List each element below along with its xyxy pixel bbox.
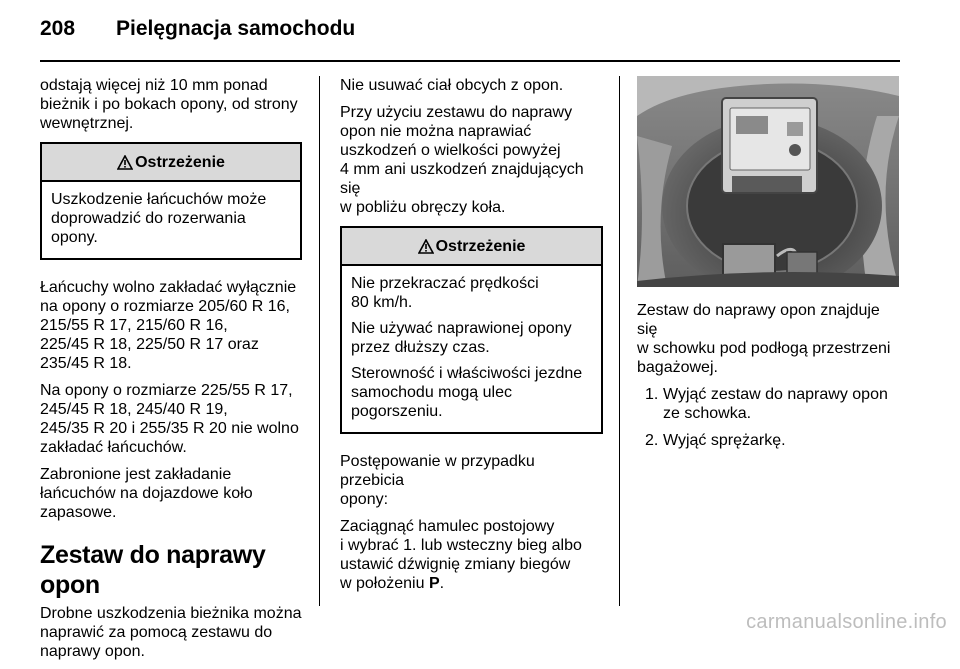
step-text: Wyjąć sprężarkę. bbox=[663, 432, 786, 449]
column-3 bbox=[637, 76, 903, 450]
step-number: 1. bbox=[645, 386, 659, 403]
step-item bbox=[637, 431, 903, 450]
step-number: 2. bbox=[645, 432, 659, 449]
steps-list bbox=[637, 385, 903, 450]
warning-header bbox=[342, 228, 601, 266]
watermark: carmanualsonline.info bbox=[746, 611, 947, 633]
warning-title: Ostrzeżenie bbox=[135, 153, 225, 171]
step-text: Wyjąć zestaw do naprawy opon ze schowka. bbox=[663, 386, 888, 422]
figure-caption: Zestaw do naprawy opon znajduje się w schowku pod podłogą przestrzeni bagażowej. bbox=[637, 302, 891, 376]
paragraph-parking-brake bbox=[340, 517, 603, 593]
warning-icon bbox=[117, 155, 133, 170]
warning-text: Nie przekraczać prędkości 80 km/h. bbox=[351, 275, 539, 311]
paragraph-spare-wheel: Zabronione jest zakładanie łańcuchów na dojazdowe koło zapasowe. bbox=[40, 466, 253, 521]
position-suffix: . bbox=[439, 575, 445, 592]
paragraph-parking-brake-lines: Zaciągnąć hamulec postojowy i wybrać 1. lub wsteczny bieg albo ustawić dźwignię zmiany biegów bbox=[340, 518, 582, 573]
intro-paragraph: odstają więcej niż 10 mm ponad bieżnik i po bokach opony, od strony wewnętrznej. bbox=[40, 77, 298, 132]
paragraph-puncture-procedure: Postępowanie w przypadku przebicia opony: bbox=[340, 453, 535, 508]
column-1 bbox=[40, 76, 302, 669]
warning-icon bbox=[418, 239, 434, 254]
column-divider-1 bbox=[319, 76, 320, 606]
position-prefix: w położeniu bbox=[340, 575, 429, 592]
trunk-compartment-illustration bbox=[637, 76, 899, 287]
step-item bbox=[637, 385, 903, 423]
column-2 bbox=[340, 76, 603, 601]
warning-header bbox=[42, 144, 300, 182]
warning-body bbox=[342, 266, 601, 432]
warning-box-chains bbox=[40, 142, 302, 260]
warning-text: Nie używać naprawionej opony przez dłuższy czas. bbox=[351, 320, 572, 356]
warning-title: Ostrzeżenie bbox=[435, 237, 526, 255]
warning-text: Uszkodzenie łańcuchów może doprowadzić do rozerwania opony. bbox=[51, 191, 267, 246]
paragraph-allowed-sizes: Łańcuchy wolno zakładać wyłącznie na opony o rozmiarze 205/60 R 16, 215/55 R 17, 215/60 R 16, 225/45 R 18, 225/50 R 17 oraz 235/45 R 18. bbox=[40, 279, 297, 372]
gear-position-p: P bbox=[428, 575, 440, 592]
header-rule bbox=[40, 60, 900, 62]
repair-kit-photo bbox=[637, 76, 899, 287]
paragraph-repair-kit: Drobne uszkodzenia bieżnika można naprawić za pomocą zestawu do naprawy opon. bbox=[40, 605, 302, 660]
section-heading: Zestaw do naprawy opon bbox=[40, 541, 266, 599]
paragraph-foreign-objects: Nie usuwać ciał obcych z opon. bbox=[340, 77, 564, 94]
page-number: 208 bbox=[40, 17, 76, 40]
warning-box-speed bbox=[340, 226, 603, 434]
paragraph-forbidden-sizes: Na opony o rozmiarze 225/55 R 17, 245/45 R 18, 245/40 R 19, 245/35 R 20 i 255/35 R 20 nie wolno zakładać łańcuchów. bbox=[40, 382, 299, 456]
page-title: Pielęgnacja samochodu bbox=[116, 17, 356, 40]
paragraph-repair-limits: Przy użyciu zestawu do naprawy opon nie można naprawiać uszkodzeń o wielkości powyżej 4 mm ani uszkodzeń znajdujących się w pobliżu obręczy koła. bbox=[340, 104, 584, 216]
column-divider-2 bbox=[619, 76, 620, 606]
warning-body bbox=[42, 182, 300, 258]
warning-text: Sterowność i właściwości jezdne samochodu mogą ulec pogorszeniu. bbox=[351, 365, 583, 420]
